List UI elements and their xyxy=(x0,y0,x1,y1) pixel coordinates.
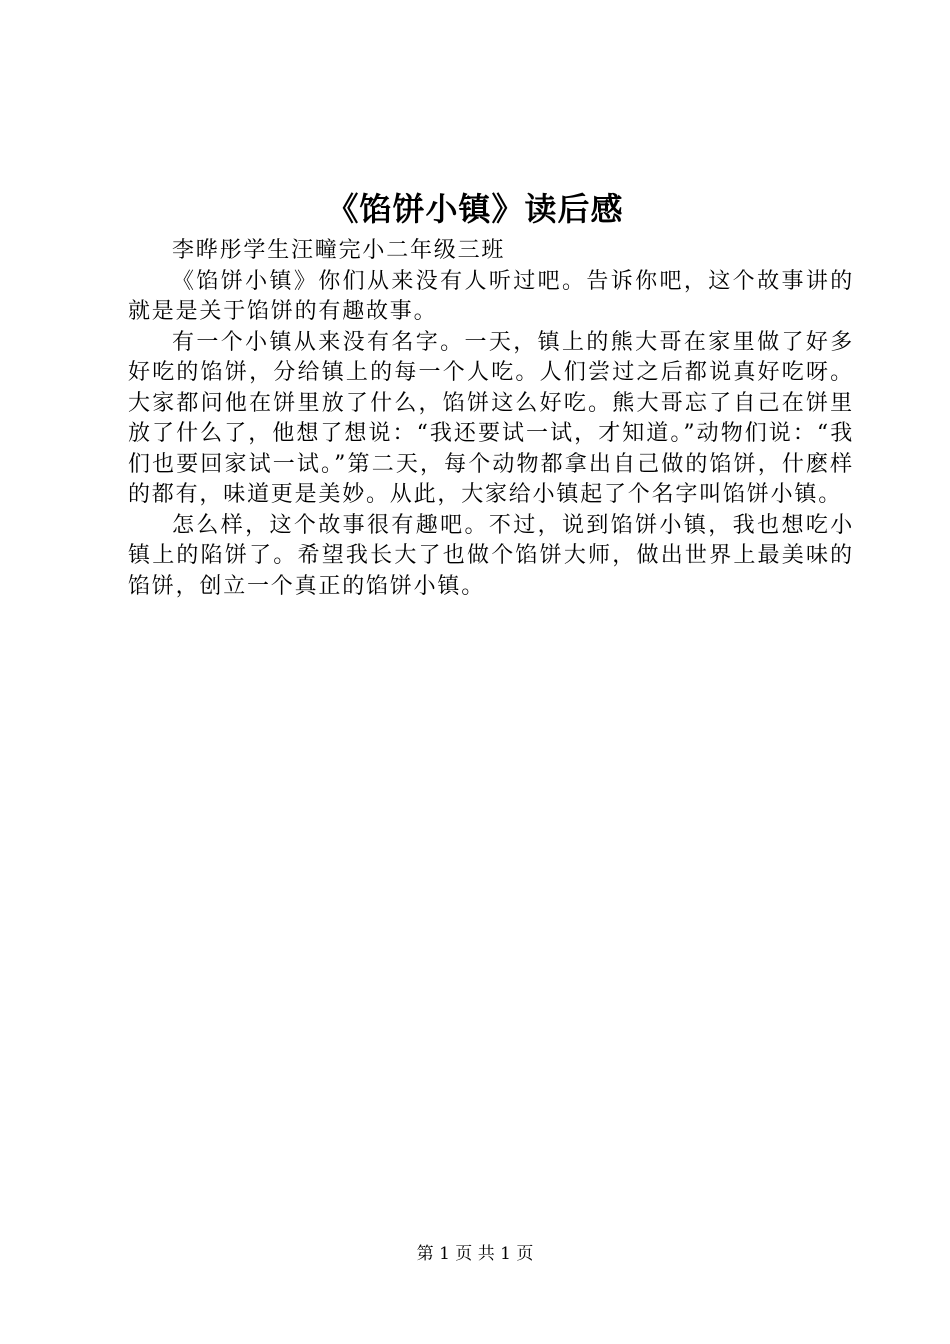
page-footer: 第 1 页 共 1 页 xyxy=(416,1244,534,1264)
paragraph-3: 怎么样，这个故事很有趣吧。不过，说到馅饼小镇，我也想吃小镇上的陷饼了。希望我长大了也做个馅饼大师，做出世界上最美味的馅饼，创立一个真正的馅饼小镇。 xyxy=(128,512,854,599)
paragraph-1: 《馅饼小镇》你们从来没有人听过吧。告诉你吧，这个故事讲的就是是关于馅饼的有趣故事。 xyxy=(128,268,854,324)
document-title: 《馅饼小镇》读后感 xyxy=(326,190,624,228)
paragraph-2: 有一个小镇从来没有名字。一天，镇上的熊大哥在家里做了好多好吃的馅饼，分给镇上的每一个人吃。人们尝过之后都说真好吃呀。大家都问他在饼里放了什么，馅饼这么好吃。熊大哥忘了自己在饼里放了什么了，他想了想说：“我还要试一试，才知道。”动物们说：“我们也要回家试一试。”第二天，每个动物都拿出自己做的馅饼，什麽样的都有，味道更是美妙。从此，大家给小镇起了个名字叫馅饼小镇。 xyxy=(128,329,854,507)
author-line: 李晔彤学生汪疃完小二年级三班 xyxy=(172,238,506,263)
document-body xyxy=(128,236,854,602)
